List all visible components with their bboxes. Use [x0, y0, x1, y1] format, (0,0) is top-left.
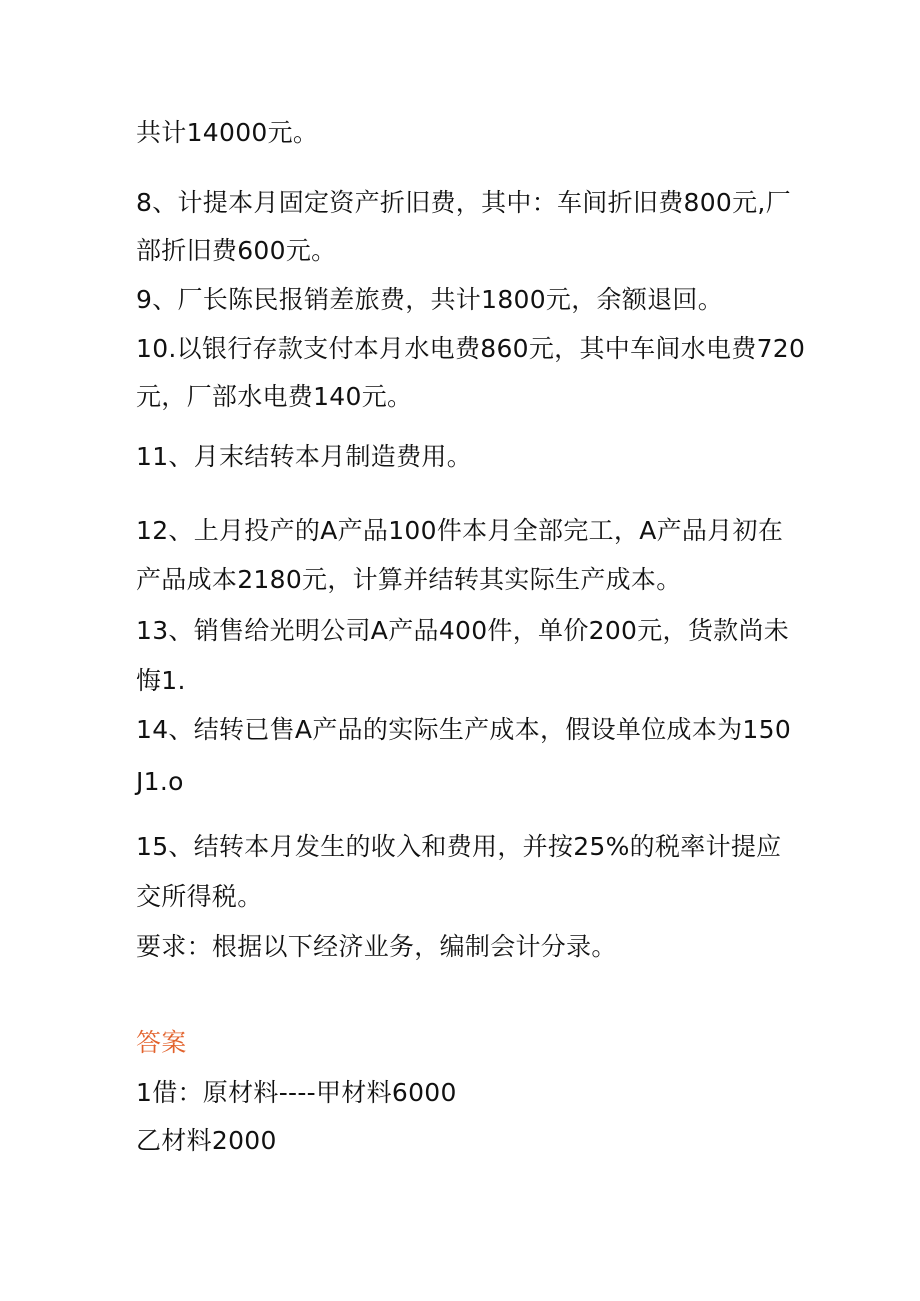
answer-heading: 答案 [136, 1028, 187, 1057]
item-9-line: 9、厂长陈民报销差旅费，共计1800元，余额退回。 [136, 285, 724, 314]
item-15-line-1: 15、结转本月发生的收入和费用，并按25%的税率计提应 [136, 832, 782, 861]
answer-line-1: 1借：原材料----甲材料6000 [136, 1078, 457, 1107]
item-13-line-2: 悔1. [136, 666, 186, 695]
item-14-line-2: Ј1.o [136, 767, 184, 796]
item-13-line-1: 13、销售给光明公司A产品400件，单价200元，货款尚未 [136, 616, 790, 645]
text-line: 共计14000元。 [136, 118, 319, 147]
item-8-line-2: 部折旧费600元。 [136, 236, 337, 265]
item-8-line-1: 8、计提本月固定资产折旧费，其中：车间折旧费800元,厂 [136, 188, 791, 217]
item-12-line-2: 产品成本2180元，计算并结转其实际生产成本。 [136, 565, 682, 594]
item-15-line-2: 交所得税。 [136, 882, 263, 911]
item-10-line-1: 10.以银行存款支付本月水电费860元，其中车间水电费720 [136, 334, 806, 363]
item-12-line-1: 12、上月投产的A产品100件本月全部完工，A产品月初在 [136, 516, 784, 545]
answer-line-2: 乙材料2000 [136, 1126, 277, 1155]
item-11-line: 11、月末结转本月制造费用。 [136, 442, 473, 471]
item-10-line-2: 元，厂部水电费140元。 [136, 382, 413, 411]
requirement-line: 要求：根据以下经济业务，编制会计分录。 [136, 932, 617, 961]
item-14-line-1: 14、结转已售A产品的实际生产成本，假设单位成本为150 [136, 715, 792, 744]
